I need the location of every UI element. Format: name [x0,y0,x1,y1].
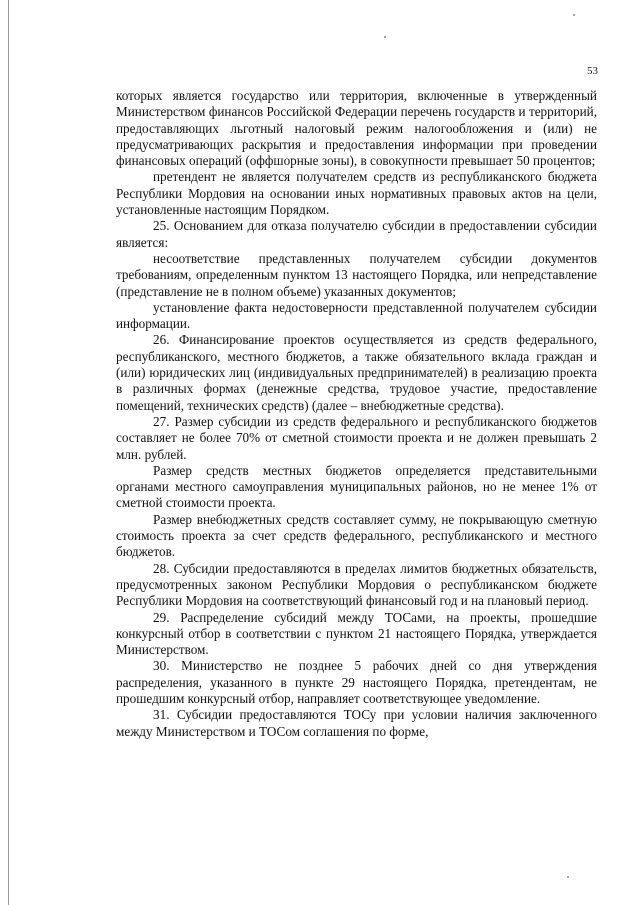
paragraph: 29. Распределение субсидий между ТОСами, на проекты, прошедшие конкурсный отбор в соответствии с пунктом 21 настоящего Порядка, утверждается Министерством. [116,609,597,658]
paragraph: 25. Основанием для отказа получателю субсидии в предоставлении субсидии является: [116,218,597,250]
scan-edge-line [8,0,9,905]
scan-speck [384,36,386,38]
paragraph: несоответствие представленных получателем субсидии документов требованиям, определенным пунктом 13 настоящего Порядка, или непредставление (представление не в полном объеме) указанных документов; [116,250,597,299]
paragraph: претендент не является получателем средств из республиканского бюджета Республики Мордовия на основании иных нормативных правовых актов на цели, установленные настоящим Порядком. [116,169,597,218]
paragraph: 26. Финансирование проектов осуществляется из средств федерального, республиканского, местного бюджетов, а также обязательного вклада граждан и (или) юридических лиц (индивидуальных предпринимателей) в реализацию проекта в различных формах (денежные средства, трудовое участие, предоставление помещений, технических средств) (далее – внебюджетные средства). [116,332,597,413]
paragraph: которых является государство или территория, включенные в утвержденный Министерством финансов Российской Федерации перечень государств и территорий, предоставляющих льготный налоговый режим налогообложения и (или) не предусматривающих раскрытия и предоставления информации при проведении финансовых операций (оффшорные зоны), в совокупности превышает 50 процентов; [116,88,597,169]
paragraph: Размер средств местных бюджетов определяется представительными органами местного самоуправления муниципальных районов, но не менее 1% от сметной стоимости проекта. [116,462,597,511]
paragraph: 28. Субсидии предоставляются в пределах лимитов бюджетных обязательств, предусмотренных законом Республики Мордовия о республиканском бюджете Республики Мордовия на соответствующий финансовый год и на плановый период. [116,560,597,609]
scan-speck [573,14,575,16]
scan-speck [567,876,569,878]
page-number: 53 [587,65,598,77]
paragraph: установление факта недостоверности представленной получателем субсидии информации. [116,299,597,332]
paragraph: Размер внебюджетных средств составляет сумму, не покрывающую сметную стоимость проекта за счет средств федерального, республиканского и местного бюджетов. [116,511,597,560]
body-text [116,88,597,740]
paragraph: 31. Субсидии предоставляются ТОСу при условии наличия заключенного между Министерством и ТОСом соглашения по форме, [116,707,597,739]
paragraph: 27. Размер субсидии из средств федерального и республиканского бюджетов составляет не более 70% от сметной стоимости проекта и не должен превышать 2 млн. рублей. [116,413,597,462]
paragraph: 30. Министерство не позднее 5 рабочих дней со дня утверждения распределения, указанного в пункте 29 настоящего Порядка, претендентам, не прошедшим конкурсный отбор, направляет соответствующее уведомление. [116,658,597,706]
